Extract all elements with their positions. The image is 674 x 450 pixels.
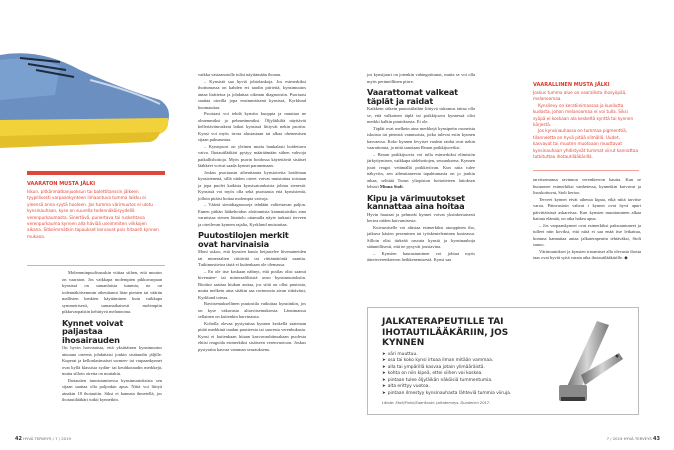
paragraph: Koholla olevaa pystyraitaa kynnen keskellä saatetaan pitää merkkinä taudan puutteesta tai suuresta verenhukasta. Kynsi ei kuitenkaan hitaan kasvuvauhtinsakaan puolesta ehtisi reagoida esimerkiksi sisäiseen verenvuotoon. Joskus pystyraita kasvaa vamman seurauksena. <box>198 320 306 352</box>
paragraph: Ihotautien tunnistamisessa kynsimuutoksista sen sijaan saattaa olla paljonkin apua. Niitä voi liittyä ainakin 18 ihotautiin. Siksi ei kannata ihmetellä, jos ihotautilääkäri tutkii kynnetkin. <box>62 377 162 403</box>
page-number: 42 <box>15 436 22 442</box>
arrow-bullet-icon: ➤ <box>382 351 386 357</box>
column-2 <box>198 72 306 353</box>
symptom-list <box>382 352 548 398</box>
paragraph: jos kynsijuuri on jotenkin vahingoittunut, mutta se voi olla myös perinnöllinen piirre. <box>367 72 475 84</box>
paragraph: Täplät ovat melkein aina merkkejä kynsipetin osuneista iskuista tai pienistä vammoista, jotka tulevat esiin kynnen kasvaessa. Koko kynnen levyiset vaaleat raidat ovat nekin vaarattomia, ja niitä sanotaan Beaun poikkijuoviksi. <box>367 125 475 151</box>
arrow-bullet-icon: ➤ <box>382 377 386 383</box>
symptom-text: väri muuttuu. <box>387 351 418 357</box>
paragraph: Kuivumiselle voi altistaa esimerkiksi atooppinen iho, jatkuva käsien peseminen tai työskenteleminen kosteassa. Silloin olisi tärkeää rasvata kynsiä ja kynsinauhoja säännöllisesti, että ne pysyvät joustavina. <box>367 224 475 250</box>
sidebar-text: Joskus tumma alue on vaarallista ihosyöpää, melanoomaa. <box>533 90 627 102</box>
red-accent-bar <box>27 171 165 175</box>
sidebar-text: Kynsilevy on keratiinimassaa ja kuollutta kudosta, johon melanoomaa ei voi tulla. Siksi syöpä ei koskaan ala keskeltä kynttä tai kynnen kärjestä. <box>533 102 634 128</box>
paragraph-with-end-mark <box>533 249 641 262</box>
subheading: Puutostilojen merkit ovat harvinaisia <box>198 230 289 249</box>
symptom-text: pintaan ilmestyy kynsinauhasta lähteviä tummia viiruja. <box>387 390 512 396</box>
paragraph: – Kynsistä saa hyviä johtolankoja. Jos esimerkiksi ihottumassa on kahden eri taudin piirteitä, kynsimuutos antaa lisätietoa ja johdattaa oikeaan diagnoosiin. Psoriaasi saattaa oireilla jopa ensimmäisenä kynsissä, Kyrklund huomauttaa. <box>198 78 306 110</box>
divider <box>27 265 165 266</box>
subheading: Kipu ja värimuutokset kannattaa aina hoitaa <box>367 192 465 212</box>
end-mark-icon: ◆ <box>624 255 628 260</box>
symptom-text: alta erittyy vuotoa. <box>387 384 430 389</box>
paragraph: Terveet kynnet eivät aiheuta kipua, eikä niitä tarvitse varoa. Päinvastoin vahvat t kynnet ovat hyvä apuri päivittäisissä askareissa. Kun kynsien muuttuminen alkaa haitata elämää, on aika hakea apua. <box>533 196 641 221</box>
arrow-bullet-icon: ➤ <box>382 390 386 396</box>
column-3 <box>367 72 475 264</box>
paragraph: – En ole itse koskaan nähnyt, että potilas olisi saanut hivenaine- tai mineraalilisistä avun kynsimuutoksiin. Biotiini saattaa hiukan auttaa, jos siitä on ollut puutosta, mutta melkein aina sitäkin saa ravinnosta aivan riittävästi, Kyrklund toteaa. <box>198 268 306 300</box>
divider <box>533 170 639 171</box>
footer-text: 7 / 2019 HYVÄ TERVEYS <box>606 436 652 441</box>
paragraph: Värimuutokset ja kynsien irtoamiset alla olevasta ihosta taas ovat hyviä syitä varata aika ihotautilääkärille. <box>533 248 641 260</box>
info-box-title: JALKATERAPEUTILLE TAI IHOTAUTILÄÄKÄRIIN, JOS KYNNEN <box>382 317 509 348</box>
sneaker-photo <box>0 0 170 160</box>
paragraph: Joskus psoriaasin aiheuttamia kynsioireita hoidetaan kynsisienenä, sillä niiden oireet voivat muistuttaa toisiaan ja jopa puolet kaikista kynsisairauksista johtuu sienestä. Kynsissä voi myös olla sekä psoriaasia että kynsisientä, jolloin pitäisi hoitaa molempia vaivoja. <box>198 169 306 201</box>
sidebar-title: VAARALLINEN MUSTA JÄLKI <box>533 82 610 88</box>
subheading: Vaarattomat valkeat täplät ja raidat <box>367 87 458 106</box>
column-1 <box>62 270 162 404</box>
paragraph: – Kynsipsori on yleinen mutta hankalasti hoidettava vaiva. Ihotautilääkäri pystyy määräämään siihen vahvoja paikallishoitoja. Myös psorin hoidossa käytettävät sisäiset lääkkeet voivat saada kynnet paranemaan. <box>198 143 306 168</box>
sidebar-text: Iskun, pitkänmatkanjuoksun tai balettitanssin jälkeen tyypillisesti varpaankynteen ilmaantuva tumma laikku ei yleensä anna syytä huoleen. Jos tumma värimuutos ei ulotu kynsinauhaan, kyse on suurella todennäköisyydellä verenpurkaumasta. Sinertävä, punertava tai ruskehtava verenpurkauma kynnen alla häviää useimmiten viikkojen aikana. Sitkeimmätkin tapaukset korvavat pois hitaasti kynnen mukana. <box>27 189 159 239</box>
footer-right <box>607 436 660 442</box>
symptom-text: pintaan tulee öljyläikän näköisiä tummentumia. <box>387 377 493 383</box>
symptom-item <box>382 391 548 398</box>
symptom-text: osa tai koko kynsi irtoaa ilman mitään vammaa. <box>387 358 494 363</box>
footer-text: HYVÄ TERVEYS / 7 / 2019 <box>23 436 71 441</box>
source-note: Lähde: Stolt/Finkk/Saarikoski: Jalkaterveys. Duodecim 2017. <box>382 401 491 405</box>
paragraph: tarvitsemansa ravinnon verenkierron kautta. Kun se huononee esimerkiksi vanhetessa, kynnetkin kuivuvat ja lisuskottuvat, Stolt kertoo. <box>533 177 641 195</box>
arrow-bullet-icon: ➤ <box>382 364 386 370</box>
info-box-when-to-see-specialist <box>367 307 639 415</box>
symptom-text: alla tai ympärillä kasvaa jotain ylimääräistä. <box>387 364 485 370</box>
arrow-bullet-icon: ➤ <box>382 358 386 363</box>
paragraph: – Kynsien haurastuminen voi johtua myös ääreisverenkierron heikkenemisestä. Kynsi saa <box>367 250 475 263</box>
nail-clipper-image <box>549 313 634 408</box>
sidebar-title: VAARATON MUSTA JÄLKI <box>27 181 96 187</box>
paragraph: – Vääriä sienidiagnooseja tehdään valitettavan paljon. Ennen pitkän lääkehoidon aloittamista kannattaisikin aina varmistaa sienen läsnäolo ottamalla näyte tarkasti terveen ja oireilevan kynnen rajalta, Kyrklund muistuttaa. <box>198 202 306 227</box>
person-name: Minna Stolt <box>379 184 403 190</box>
arrow-bullet-icon: ➤ <box>382 371 386 376</box>
subheading: Kynnet voivat paljastaa ihosairauden <box>62 317 124 345</box>
paragraph: – Jos varpaankynnet ovat esimerkiksi paksuuntuneet ja tulleet niin koviksi, että niitä ei saa enää itse leikattua, homma kannattaa antaa jalkaterapeutin tehtäväksi, Stolt sanoo. <box>533 222 641 247</box>
paragraph: On hyvin harvinaista, että yksittäinen kynsimuutos ainoana oireena johdattaisi jonkin sisätaudin jäljille. Kuperat ja kellonlasimaiset sormen- tai varpaankynnet ovat kyllä klassisia sydän- tai keuhkotaudin merkkejä, mutta silloin oireita on muitakin. <box>62 345 162 377</box>
paragraph: – Beaun poikkijuovia voi tulla esimerkiksi elimistön järkyttymisen, vaikkapa sädehoitojen, seurauksena. Kynnen juuri reagoi vetämällä poikkiviivan. Kun raita tulee näkyviin, sen aiheuttaneesta tapahtumasta on jo jonkin aikaa, selittää Turun yliopiston hoitotieteen laitoksen lehtori <box>367 151 475 190</box>
paragraph: Kaikkein sitkein puutostilaihin liittyvä uskomus taitaa olla se, että valkoinen täplä tai poikkijuova kynnessä olisi merkki kalkin puutoksesta. Ei ole. <box>367 106 475 125</box>
paragraph: Molemminpuolisuuskin viittaa siihen, että muutos on vaaraton. Jos vaikkapa molempien pikkuvarpaan kynsissä on samanlaisia tummia, ne on todennäköisemmin aiheuttanut liian pienten tai väärän mallisten kenkien käyttäminen kuin vaikkapa symmetrisesti, samanaikaisesti molempiin pikkuvarpaisiin kehittyvä melanooma. <box>62 270 162 314</box>
paragraph: Ravitsemuksellinen puutostila vaikuttaa kynsiinkin, jos on kyse vakavasta aliravitsemuksesta. Länsimaissa sellainen on kuitenkin harvinaista. <box>198 301 306 320</box>
column-4 <box>533 177 641 262</box>
sidebar-text: Jos kynsinauhassa on tummaa pigmenttiä, tilanneetta on hyvä pitää silmällä. Uudet, kasvavat tai muuten muotoaan muuttavat kynsinauhaan yhdistyvät tummat viirut kannattaa tutkituttaa ihotautilääkärillä. <box>533 128 639 160</box>
paragraph: vaikka vastaanotolle tulisi näyttämään ihoaan. <box>198 72 282 77</box>
sidebar-dangerous-black-mark <box>533 82 639 160</box>
arrow-bullet-icon: ➤ <box>382 384 386 389</box>
page-number: 43 <box>653 436 660 442</box>
sidebar-harmless-black-mark <box>27 181 162 240</box>
symptom-text: kohta on niin kipeä, ettei siihen voi koskea. <box>387 371 483 376</box>
paragraph: Moni uskoo, että kynsien kunto heijastelee hivenaineiden tai mineraalien riittävää tai riittämätöntä saantia. Tutkimustietoa tästä ei kuitenkaan ole olemassa. <box>198 249 306 268</box>
paragraph: Hyvin hauraat ja pehmeät kynnet voivat yksinkertaisesti kertoa niiden kuivumisesta. <box>367 211 475 224</box>
footer-left <box>15 436 71 442</box>
paragraph-with-name: – Beaun poikkijuovia voi tulla esimerkiksi elimistön järkyttymisen, vaikkapa sädehoitojen, seurauksena. Kynnen juuri reagoi vetämällä poikkiviivan. Kun raita tulee näkyviin, sen aiheuttaneesta tapahtumasta on jo jonkin aikaa, selittää Turun yliopiston hoitotieteen laitoksen lehtori Minna Stolt. <box>367 151 475 190</box>
paragraph: Psoriaasi voi tehdä kynsiin kuoppia ja muuttaa ne ohuemmiksi ja pehmeämmiksi. Öljyläikiltä näyttävät kellertävänruskeat laikut kynsissä liittyvät nekin psoriin. Kynsi voi myös irrota alustastaan tai alkaa ohenemisen sijaan paksuuntua. <box>198 111 306 142</box>
